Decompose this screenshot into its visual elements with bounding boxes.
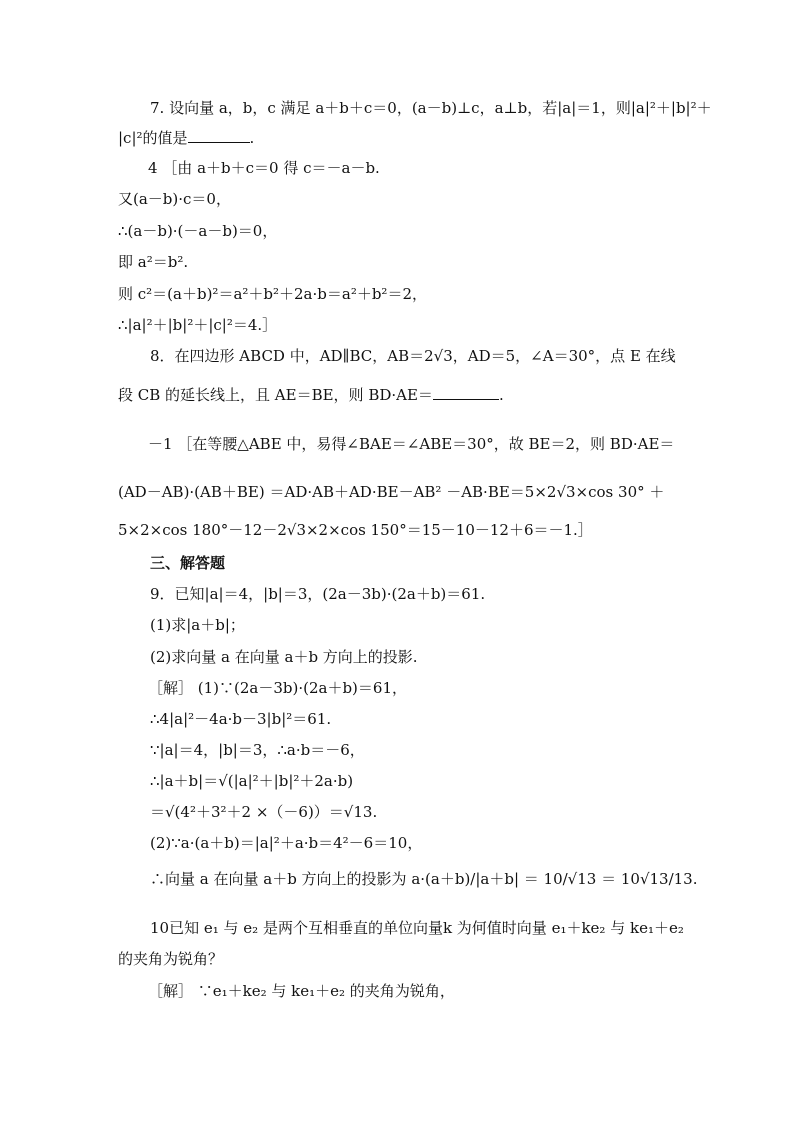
q8-answer-blank — [433, 385, 499, 400]
q8-line-2 — [118, 385, 678, 405]
q8-answer-line-2: (AD－AB)·(AB＋BE) ＝AD·AB＋AD·BE－AB² －AB·BE＝5×2√3×cos 30° ＋ — [118, 483, 665, 501]
q8-line-1: 8．在四边形 ABCD 中，AD∥BC，AB＝2√3，AD＝5，∠A＝30°，点 E 在线 — [150, 347, 676, 365]
q9-solution-4: ∴|a＋b|＝√(|a|²＋|b|²＋2a·b) — [150, 772, 354, 790]
q9-line-1: 9．已知|a|＝4，|b|＝3，(2a－3b)·(2a＋b)＝61. — [150, 585, 486, 603]
q9-solution-2: ∴4|a|²－4a·b－3|b|²＝61. — [150, 710, 332, 728]
q10-line-1: 10已知 e₁ 与 e₂ 是两个互相垂直的单位向量k 为何值时向量 e₁＋ke₂ 与 ke₁＋e₂ — [150, 919, 684, 937]
q9-solution-5: ＝√(4²＋3²＋2 ×（－6)）＝√13. — [150, 803, 378, 821]
q7-answer-line-1: 4 ［由 a＋b＋c＝0 得 c＝－a－b. — [148, 159, 380, 177]
q8-line-2-text: 段 CB 的延长线上，且 AE＝BE，则 BD·AE＝ — [118, 386, 433, 404]
section-3-heading: 三、解答题 — [150, 554, 226, 572]
q7-answer-line-5: 则 c²＝(a＋b)²＝a²＋b²＋2a·b＝a²＋b²＝2， — [118, 285, 427, 303]
q8-answer-line-1: －1 ［在等腰△ABE 中，易得∠BAE＝∠ABE＝30°，故 BE＝2，则 BD·AE＝ — [148, 435, 675, 453]
q9-part-2: (2)求向量 a 在向量 a＋b 方向上的投影. — [150, 648, 418, 666]
q9-solution-1: ［解］ (1)∵(2a－3b)·(2a＋b)＝61， — [148, 679, 407, 697]
q7-answer-line-3: ∴(a－b)·(－a－b)＝0， — [118, 222, 278, 240]
q8-line-2-end: . — [498, 386, 504, 404]
q10-solution-1: ［解］ ∵e₁＋ke₂ 与 ke₁＋e₂ 的夹角为锐角， — [148, 982, 455, 1000]
q9-solution-3: ∵|a|＝4，|b|＝3，∴a·b＝－6， — [150, 741, 365, 759]
q7-answer-line-2: 又(a－b)·c＝0， — [118, 190, 231, 208]
q7-line-1: 7. 设向量 a，b，c 满足 a＋b＋c＝0，(a－b)⊥c，a⊥b，若|a|＝1，则|a|²＋|b|²＋ — [150, 99, 712, 117]
q7-answer-blank — [188, 128, 250, 143]
q8-answer-line-3: 5×2×cos 180°－12－2√3×2×cos 150°＝15－10－12＋6＝－1.］ — [118, 521, 593, 539]
q7-answer-line-4: 即 a²＝b². — [118, 253, 189, 271]
q10-line-2: 的夹角为锐角？ — [118, 950, 224, 968]
q9-part-1: (1)求|a＋b|； — [150, 616, 245, 634]
q7-answer-line-6: ∴|a|²＋|b|²＋|c|²＝4.］ — [118, 316, 278, 334]
q9-solution-6: (2)∵a·(a＋b)＝|a|²＋a·b＝4²－6＝10， — [150, 834, 423, 852]
q7-line-2 — [118, 128, 678, 148]
q7-line-2-text: |c|²的值是 — [118, 129, 188, 147]
q7-line-2-end: . — [249, 129, 255, 147]
q9-solution-7: ∴向量 a 在向量 a＋b 方向上的投影为 a·(a＋b)/|a＋b| ＝ 10/√13 ＝ 10√13/13. — [150, 870, 698, 888]
